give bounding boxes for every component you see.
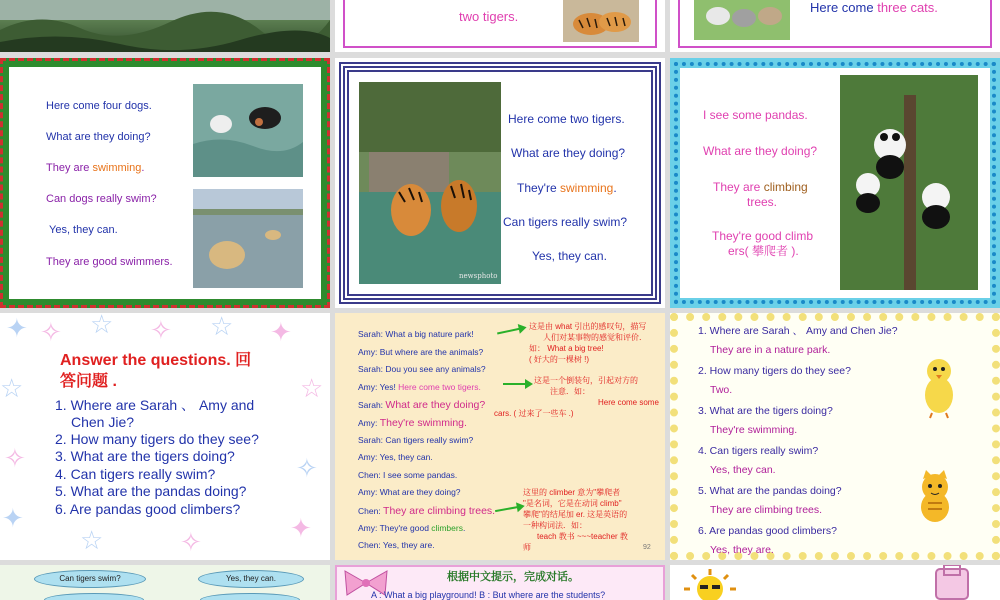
slide-answers[interactable] xyxy=(670,313,1000,560)
practice-title: 根据中文提示，完成对话。 xyxy=(447,571,579,583)
star-decoration-icon: ☆ xyxy=(90,313,114,339)
tiger-cubs-photo xyxy=(563,0,639,42)
speech-oval-empty xyxy=(200,593,300,600)
question-1-cont: Chen Jie? xyxy=(71,414,135,430)
star-decoration-icon: ✦ xyxy=(6,313,28,343)
dialogue-line: Sarah: Can tigers really swim? xyxy=(358,434,474,445)
slide-answer-questions[interactable] xyxy=(0,313,330,560)
dialogue-line: Sarah: What are they doing? xyxy=(358,399,486,412)
star-decoration-icon: ☆ xyxy=(80,525,104,555)
star-decoration-icon: ☆ xyxy=(0,373,24,403)
slide-text-three-cats: Here come three cats. xyxy=(810,0,938,15)
dogs-line-6: They are good swimmers. xyxy=(46,256,173,268)
dialogue-line: Sarah: What a big nature park! xyxy=(358,329,474,339)
dogs-line-4: Can dogs really swim? xyxy=(46,193,157,205)
slide-dialogue-notes[interactable] xyxy=(335,313,665,560)
slide-landscape-thumb[interactable] xyxy=(0,0,330,52)
pandas-climbing-photo xyxy=(840,75,978,290)
grammar-note-2: 这是一个倒装句，引起对方的 注意．如： Here come some cars. ( 过来了一些车 .) xyxy=(494,376,659,418)
question-6: 6. Are pandas good climbers? xyxy=(55,501,241,517)
dialogue-line: Amy: Yes! Here come two tigers. xyxy=(358,381,481,392)
question-2: 2. How many tigers do they see? xyxy=(55,431,259,447)
dialogue-line: Chen: Yes, they are. xyxy=(358,540,435,551)
star-decoration-icon: ✧ xyxy=(180,527,202,557)
tigers-line-2: What are they doing? xyxy=(511,146,626,160)
answer-text: They are climbing trees. xyxy=(710,504,823,516)
photo-watermark: newsphoto xyxy=(459,272,498,280)
answer-text: They're swimming. xyxy=(710,424,798,436)
tigers-swimming-photo xyxy=(359,82,501,284)
pandas-line-1: I see some pandas. xyxy=(703,108,808,122)
chick-icon xyxy=(922,353,956,419)
answer-question: 6. Are pandas good climbers? xyxy=(698,525,837,537)
annotation-arrow xyxy=(495,506,519,512)
slide-text-two-tigers: two tigers. xyxy=(459,9,519,24)
star-decoration-icon: ☆ xyxy=(210,313,234,341)
answer-question: 4. Can tigers really swim? xyxy=(698,445,819,457)
slide-four-dogs[interactable] xyxy=(0,58,330,308)
tigers-line-3: They're swimming. xyxy=(517,181,617,195)
slide-two-tigers-thumb[interactable] xyxy=(335,0,665,52)
landscape-photo xyxy=(0,0,330,52)
dialogue-line: Amy: What are they doing? xyxy=(358,487,461,498)
annotation-arrow xyxy=(503,383,527,385)
dialogue-line: Chen: They are climbing trees. xyxy=(358,505,496,517)
speech-oval-question: Can tigers swim? xyxy=(34,570,146,588)
star-decoration-icon: ✧ xyxy=(150,315,172,345)
tigers-line-4: Can tigers really swim? xyxy=(503,215,628,229)
star-decoration-icon: ✧ xyxy=(296,453,318,483)
question-3: 3. What are the tigers doing? xyxy=(55,448,235,464)
question-4: 4. Can tigers really swim? xyxy=(55,466,216,482)
star-decoration-icon: ✧ xyxy=(4,443,26,473)
star-decoration-icon: ☆ xyxy=(300,373,324,403)
practice-line: A : What a big playground! B : But where are the students? xyxy=(371,590,606,600)
dialogue-line: Amy: They're good climbers. xyxy=(358,522,466,533)
answer-text: They are in a nature park. xyxy=(710,344,831,356)
speech-oval-empty xyxy=(44,593,144,600)
question-5: 5. What are the pandas doing? xyxy=(55,483,247,499)
grammar-note-3: 这里的 climber 意为"攀爬者 "是名词，它是在动词 climb" 攀爬"的结尾加 er. 这是英语的 一种构词法．如： teach 教书 ~~~teacher 教 师 xyxy=(523,488,628,552)
grammar-note-1: 这是由 what 引出的感叹句，描写 人们对某事物的感觉和评价． 如： What a big tree! ( 好大的一棵树 !) xyxy=(529,322,647,364)
slide-sun-thumb[interactable] xyxy=(670,565,1000,600)
dialogue-line: Chen: I see some pandas. xyxy=(358,469,458,480)
question-1: 1. Where are Sarah 、 Amy and xyxy=(55,397,255,413)
dogs-line-3: They are swimming. xyxy=(46,162,145,174)
dogs-swimming-photo-1 xyxy=(193,84,303,177)
slide-three-cats-thumb[interactable] xyxy=(670,0,1000,52)
dogs-line-2: What are they doing? xyxy=(46,131,151,143)
star-decoration-icon: ✦ xyxy=(290,513,312,543)
slide-pandas[interactable] xyxy=(670,58,1000,308)
tigers-line-1: Here come two tigers. xyxy=(508,112,625,126)
answer-text: Two. xyxy=(710,384,733,396)
dialogue-line: Amy: Yes, they can. xyxy=(358,452,433,463)
star-decoration-icon: ✦ xyxy=(270,317,292,347)
dogs-swimming-photo-2 xyxy=(193,189,303,288)
answer-question: 3. What are the tigers doing? xyxy=(698,405,833,417)
answer-text: Yes, they can. xyxy=(710,464,776,476)
slide-dialogue-practice-thumb[interactable] xyxy=(335,565,665,600)
cats-photo xyxy=(694,0,790,40)
speech-oval-answer: Yes, they can. xyxy=(198,570,304,588)
pandas-line-2: What are they doing? xyxy=(703,144,818,158)
slide-two-tigers[interactable] xyxy=(335,58,665,308)
questions-title-line-2: 答问题 . xyxy=(60,373,117,390)
pandas-line-3: They are climbing xyxy=(713,180,808,194)
sun-icon xyxy=(678,567,742,600)
pandas-line-3b: trees. xyxy=(747,195,778,209)
dialogue-line: Sarah: Dou you see any animals? xyxy=(358,364,486,375)
cat-cartoon-icon xyxy=(916,469,954,523)
clip-icon xyxy=(930,565,974,600)
answer-question: 2. How many tigers do they see? xyxy=(698,365,851,377)
annotation-arrow xyxy=(497,328,521,335)
star-decoration-icon: ✦ xyxy=(2,503,24,533)
slide-ovals-thumb[interactable] xyxy=(0,565,330,600)
tigers-line-5: Yes, they can. xyxy=(532,249,607,263)
dialogue-line: Amy: They're swimming. xyxy=(358,417,467,429)
questions-title-line-1: Answer the questions. 回 xyxy=(60,352,252,369)
star-decoration-icon: ✧ xyxy=(40,317,62,347)
answer-text: Yes, they are. xyxy=(710,544,774,556)
dialogue-line: Amy: But where are the animals? xyxy=(358,346,484,357)
dogs-line-1: Here come four dogs. xyxy=(46,100,152,112)
answer-question: 5. What are the pandas doing? xyxy=(698,485,842,497)
page-number: 92 xyxy=(643,544,651,551)
pandas-line-4: They're good climb xyxy=(712,229,814,243)
pandas-line-4b: ers( 攀爬者 ). xyxy=(728,244,799,258)
answer-question: 1. Where are Sarah 、 Amy and Chen Jie? xyxy=(698,325,898,337)
dogs-line-5: Yes, they can. xyxy=(49,224,118,236)
